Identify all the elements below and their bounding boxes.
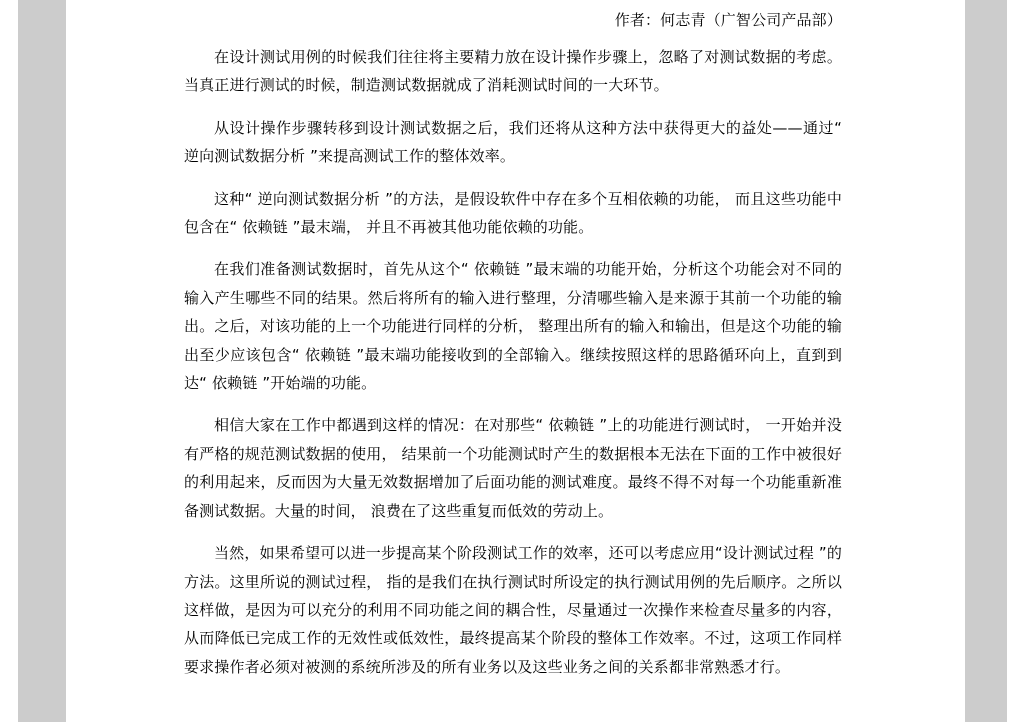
paragraph-4: 在我们准备测试数据时，首先从这个“ 依赖链 ”最末端的功能开始，分析这个功能会对不同的输入产生哪些不同的结果。然后将所有的输入进行整理，分清哪些输入是来源于其前一个功能的输出。之后，对该功能的上一个功能进行同样的分析， 整理出所有的输入和输出，但是这个功能的输出至少应该包含“ 依赖链 ”最末端功能接收到的全部输入。继续按照这样的思路循环向上，直到到达“ 依赖链 ”开始端的功能。 xyxy=(184,260,842,393)
paragraph-2: 从设计操作步骤转移到设计测试数据之后，我们还将从这种方法中获得更大的益处——通过“ 逆向测试数据分析 ”来提高测试工作的整体效率。 xyxy=(184,118,842,166)
paragraph-1: 在设计测试用例的时候我们往往将主要精力放在设计操作步骤上，忽略了对测试数据的考虑。当真正进行测试的时候，制造测试数据就成了消耗测试时间的一大环节。 xyxy=(184,48,842,95)
article-body xyxy=(184,6,842,695)
left-margin-gutter xyxy=(18,0,66,722)
paragraph-3: 这种“ 逆向测试数据分析 ”的方法，是假设软件中存在多个互相依赖的功能， 而且这些功能中包含在“ 依赖链 ”最末端， 并且不再被其他功能依赖的功能。 xyxy=(184,189,842,237)
document-page xyxy=(66,0,965,722)
author-line: 作者：何志青（广智公司产品部） xyxy=(614,11,842,29)
paragraph-6: 当然，如果希望可以进一步提高某个阶段测试工作的效率，还可以考虑应用“设计测试过程 ”的方法。这里所说的测试过程， 指的是我们在执行测试时所设定的执行测试用例的先后顺序。之所以这样做，是因为可以充分的利用不同功能之间的耦合性，尽量通过一次操作来检查尽量多的内容，从而降低已完成工作的无效性或低效性，最终提高某个阶段的整体工作效率。不过，这项工作同样要求操作者必须对被测的系统所涉及的所有业务以及这些业务之间的关系都非常熟悉才行。 xyxy=(184,544,842,676)
paragraph-5: 相信大家在工作中都遇到这样的情况：在对那些“ 依赖链 ”上的功能进行测试时， 一开始并没有严格的规范测试数据的使用， 结果前一个功能测试时产生的数据根本无法在下面的工作中被很好的利用起来，反而因为大量无效数据增加了后面功能的测试难度。最终不得不对每一个功能重新准备测试数据。大量的时间， 浪费在了这些重复而低效的劳动上。 xyxy=(184,416,842,520)
right-margin-gutter xyxy=(965,0,1007,722)
